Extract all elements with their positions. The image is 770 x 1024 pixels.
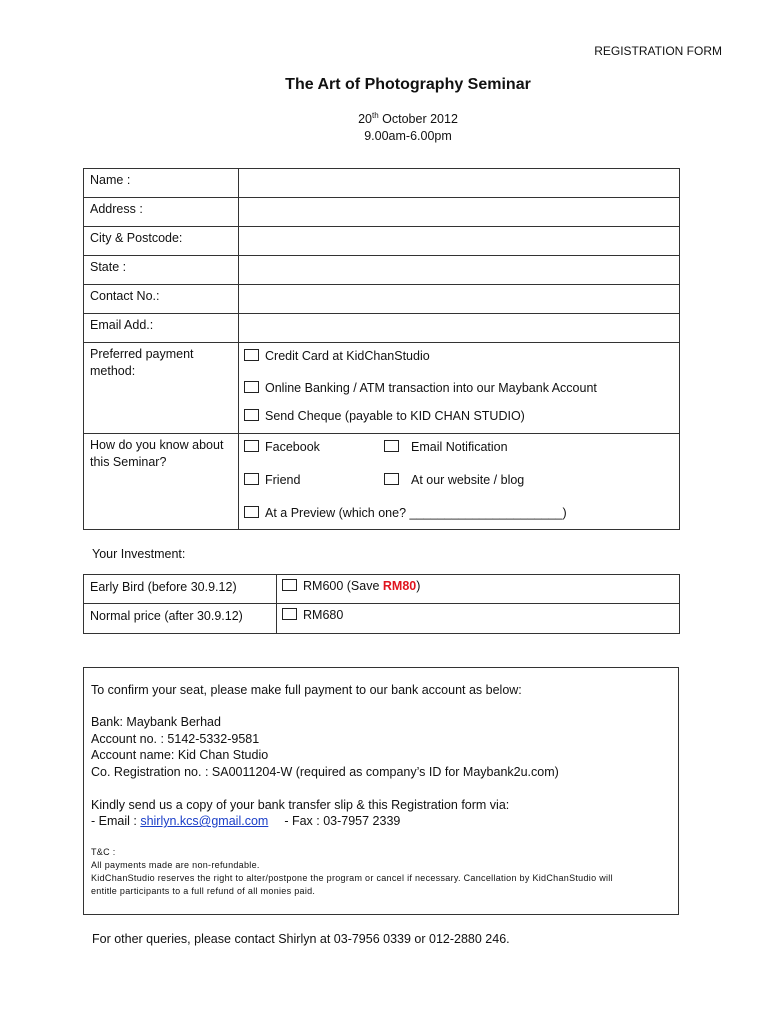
payment-option-label: Online Banking / ATM transaction into our Maybank Account	[265, 381, 597, 395]
source-option-facebook[interactable]	[244, 440, 320, 454]
email-prefix: - Email :	[91, 814, 141, 828]
email-link[interactable]: shirlyn.kcs@gmail.com	[140, 814, 269, 828]
early-bird-option[interactable]	[277, 575, 680, 604]
normal-price: RM680	[303, 608, 344, 622]
early-bird-close: )	[416, 579, 421, 593]
normal-price-label: Normal price (after 30.9.12)	[84, 604, 277, 634]
event-date-time	[0, 107, 770, 145]
contact-field[interactable]	[239, 285, 680, 314]
send-copy-instruction: Kindly send us a copy of your bank transfer slip & this Registration form via:	[91, 798, 510, 812]
terms-line-1: All payments made are non-refundable.	[91, 860, 260, 870]
address-label: Address :	[84, 198, 239, 227]
name-field[interactable]	[239, 169, 680, 198]
account-number: Account no. : 5142-5332-9581	[91, 732, 260, 746]
registration-table	[83, 168, 680, 530]
payment-option-label: Send Cheque (payable to KID CHAN STUDIO)	[265, 409, 525, 423]
state-field[interactable]	[239, 256, 680, 285]
city-postcode-field[interactable]	[239, 227, 680, 256]
checkbox[interactable]	[384, 473, 399, 485]
contact-methods	[91, 814, 400, 828]
bank-name: Bank: Maybank Berhad	[91, 715, 221, 729]
payment-option-cheque[interactable]	[244, 409, 525, 423]
source-option-label: At a Preview (which one? ______________________)	[265, 506, 567, 520]
investment-table	[83, 574, 680, 634]
event-time: 9.00am-6.00pm	[364, 129, 452, 144]
early-bird-label: Early Bird (before 30.9.12)	[84, 575, 277, 604]
checkbox[interactable]	[282, 579, 297, 591]
date-day: 20	[358, 112, 372, 127]
payment-intro: To confirm your seat, please make full payment to our bank account as below:	[91, 683, 522, 697]
source-option-email-notification[interactable]	[384, 440, 508, 454]
state-label: State :	[84, 256, 239, 285]
source-option-preview[interactable]	[244, 506, 567, 520]
checkbox[interactable]	[244, 440, 259, 452]
date-month-year: October 2012	[378, 112, 458, 127]
source-option-label: Email Notification	[411, 440, 508, 454]
checkbox[interactable]	[244, 506, 259, 518]
source-option-label: Friend	[265, 473, 301, 487]
source-option-friend[interactable]	[244, 473, 300, 487]
company-registration: Co. Registration no. : SA0011204-W (required as company’s ID for Maybank2u.com)	[91, 765, 559, 779]
checkbox[interactable]	[384, 440, 399, 452]
email-label: Email Add.:	[84, 314, 239, 343]
source-option-website[interactable]	[384, 473, 524, 487]
contact-label: Contact No.:	[84, 285, 239, 314]
payment-option-credit-card[interactable]	[244, 349, 430, 363]
footer-contact: For other queries, please contact Shirlyn at 03-7956 0339 or 012-2880 246.	[92, 932, 510, 946]
checkbox[interactable]	[244, 409, 259, 421]
payment-method-options	[239, 343, 680, 434]
seminar-source-label: How do you know about this Seminar?	[84, 434, 239, 530]
payment-info-box	[83, 667, 679, 915]
email-field[interactable]	[239, 314, 680, 343]
form-label: REGISTRATION FORM	[594, 44, 722, 58]
date-suffix: th	[372, 111, 379, 120]
early-bird-saving: RM80	[382, 579, 417, 593]
payment-option-online-banking[interactable]	[244, 381, 597, 395]
account-name: Account name: Kid Chan Studio	[91, 748, 269, 762]
checkbox[interactable]	[244, 473, 259, 485]
payment-method-label: Preferred payment method:	[84, 343, 239, 434]
payment-option-label: Credit Card at KidChanStudio	[265, 349, 430, 363]
terms-heading: T&C :	[91, 847, 116, 857]
page-title: The Art of Photography Seminar	[285, 76, 531, 93]
checkbox[interactable]	[244, 381, 259, 393]
fax-number: - Fax : 03-7957 2339	[284, 814, 401, 828]
city-postcode-label: City & Postcode:	[84, 227, 239, 256]
address-field[interactable]	[239, 198, 680, 227]
investment-heading: Your Investment:	[92, 547, 186, 561]
checkbox[interactable]	[244, 349, 259, 361]
checkbox[interactable]	[282, 608, 297, 620]
name-label: Name :	[84, 169, 239, 198]
seminar-source-options	[239, 434, 680, 530]
normal-price-option[interactable]	[277, 604, 680, 634]
terms-line-2: KidChanStudio reserves the right to alter/postpone the program or cancel if necessary. Cancellation by KidChanStudio will	[91, 873, 613, 883]
terms-line-3: entitle participants to a full refund of all monies paid.	[91, 886, 316, 896]
early-bird-price: RM600 (Save	[303, 579, 383, 593]
source-option-label: Facebook	[265, 440, 320, 454]
source-option-label: At our website / blog	[411, 473, 525, 487]
